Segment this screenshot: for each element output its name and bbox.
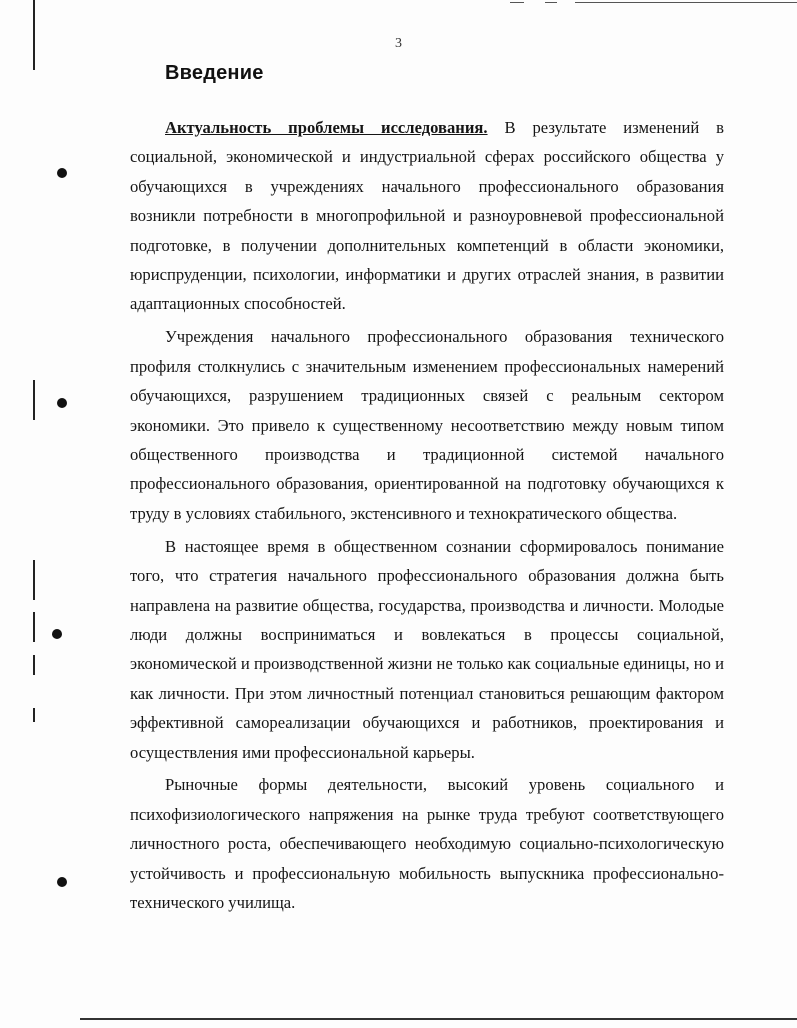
paragraph-text: В результате изменений в социальной, экономической и индустриальной сферах российского общества у обучающихся в учреждениях начального профессионального образования возникли потребности в многопрофильной и разноуровневой профессиональной подготовке, в получении дополнительных компетенций в области экономики, юриспруденции, психологии, информатики и других отраслей знания, в развитии адаптационных способностей. (130, 118, 725, 314)
punch-hole-mark (57, 398, 67, 408)
punch-hole-mark (57, 877, 67, 887)
scan-mark (545, 2, 557, 3)
body-text (130, 113, 724, 921)
page-number: 3 (395, 36, 402, 51)
scan-edge-line (33, 380, 35, 420)
punch-hole-mark (52, 629, 62, 639)
paragraph (130, 113, 724, 319)
paragraph: В настоящее время в общественном сознании сформировалось понимание того, что стратегия начального профессионального образования должна быть направлена на развитие общества, государства, производства и личности. Молодые люди должны восприниматься и вовлекаться в процессы социальной, экономической и производственной жизни не только как социальные единицы, но и как личности. При этом личностный потенциал становиться решающим фактором эффективной самореализации обучающихся и работников, проектирования и осуществления ими профессиональной карьеры. (130, 536, 724, 762)
scan-edge-line (33, 0, 35, 70)
punch-hole-mark (57, 168, 67, 178)
scan-edge-line (33, 655, 35, 675)
scan-mark (510, 2, 524, 3)
paragraph: Рыночные формы деятельности, высокий уровень социального и психофизиологического напряжения на рынке труда требуют соответствующего личностного роста, обеспечивающего необходимую социально-психологическую устойчивость и профессиональную мобильность выпускника профессионально-технического училища. (130, 775, 724, 913)
paragraph-lead: Актуальность проблемы исследования. (165, 118, 488, 137)
scan-edge-line (33, 708, 35, 722)
paragraph: Учреждения начального профессионального образования технического профиля столкнулись с значительным изменением профессиональных намерений обучающихся, разрушением традиционных связей с реальным сектором экономики. Это привело к существенному несоответствию между новым типом общественного производства и традиционной системой начального профессионального образования, ориентированной на подготовку обучающихся к труду в условиях стабильного, экстенсивного и технократического общества. (130, 327, 724, 523)
scan-edge-line (33, 560, 35, 600)
scan-bottom-line (80, 1018, 797, 1020)
section-heading: Введение (165, 62, 264, 84)
scan-edge-line (33, 612, 35, 642)
scan-mark (575, 2, 797, 3)
